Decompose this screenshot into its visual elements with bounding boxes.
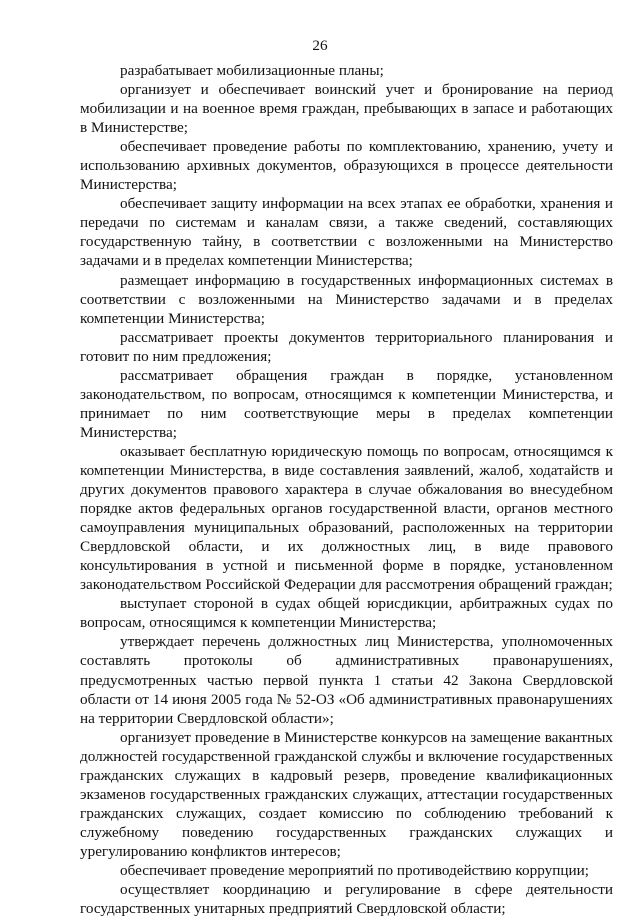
paragraph-anti-corruption: обеспечивает проведение мероприятий по противодействию коррупции; xyxy=(120,861,589,879)
paragraph-information-protection: обеспечивает защиту информации на всех этапах ее обработки, хранения и передачи по системам и каналам связи, а также сведений, составляющих государственную тайну, в соответствии с возложенными на Министерство задачами и в пределах компетенции Министерства; xyxy=(80,195,613,270)
paragraph-civil-service-competitions: организует проведение в Министерстве конкурсов на замещение вакантных должностей государственной гражданской службы и включение государственных гражданских служащих в кадровый резерв, проведение квалификационных экзаменов государственных гражданских служащих, аттестации государственных гражданских служащих, создает комиссию по соблюдению требований к служебному поведению государственных гражданских служащих и урегулированию конфликтов интересов; xyxy=(80,728,613,860)
page-number: 26 xyxy=(312,37,328,54)
paragraph-legal-assistance: оказывает бесплатную юридическую помощь по вопросам, относящимся к компетенции Министерства, в виде составления заявлений, жалоб, ходатайств и других документов правового характера в случае обжалования во внесудебном порядке актов федеральных органов государственной власти, органов местного самоуправления муниципальных образований, расположенных на территории Свердловской области, и их должностных лиц, в виде правового консультирования в устной и письменной форме в порядке, установленном законодательством Российской Федерации для рассмотрения обращений граждан; xyxy=(80,442,613,594)
paragraph-territorial-planning: рассматривает проекты документов территориального планирования и готовит по ним предложения; xyxy=(80,328,613,365)
paragraph-information-systems: размещает информацию в государственных информационных системах в соответствии с возложенными на Министерство задачами и в пределах компетенции Министерства; xyxy=(80,271,613,327)
paragraph-court-representation: выступает стороной в судах общей юрисдикции, арбитражных судах по вопросам, относящимся к компетенции Министерства; xyxy=(80,595,613,632)
paragraph-citizen-appeals: рассматривает обращения граждан в порядке, установленном законодательством, по вопросам, относящимся к компетенции Министерства, и принимает по ним соответствующие меры в пределах компетенции Министерства; xyxy=(80,366,613,441)
paragraph-military-registration: организует и обеспечивает воинский учет и бронирование на период мобилизации и на военное время граждан, пребывающих в запасе и работающих в Министерстве; xyxy=(80,81,613,137)
paragraph-mobilization-plans: разрабатывает мобилизационные планы; xyxy=(120,62,384,79)
paragraph-archive-documents: обеспечивает проведение работы по комплектованию, хранению, учету и использованию архивных документов, образующихся в процессе деятельности Министерства; xyxy=(80,138,613,194)
paragraph-officials-list: утверждает перечень должностных лиц Министерства, уполномоченных составлять протоколы об административных правонарушениях, предусмотренных частью первой пункта 1 статьи 42 Закона Свердловской области от 14 июня 2005 года № 52-ОЗ «Об административных правонарушениях на территории Свердловской области»; xyxy=(80,633,613,727)
document-body xyxy=(80,61,613,918)
paragraph-unitary-enterprises: осуществляет координацию и регулирование в сфере деятельности государственных унитарных предприятий Свердловской области; xyxy=(80,881,613,918)
